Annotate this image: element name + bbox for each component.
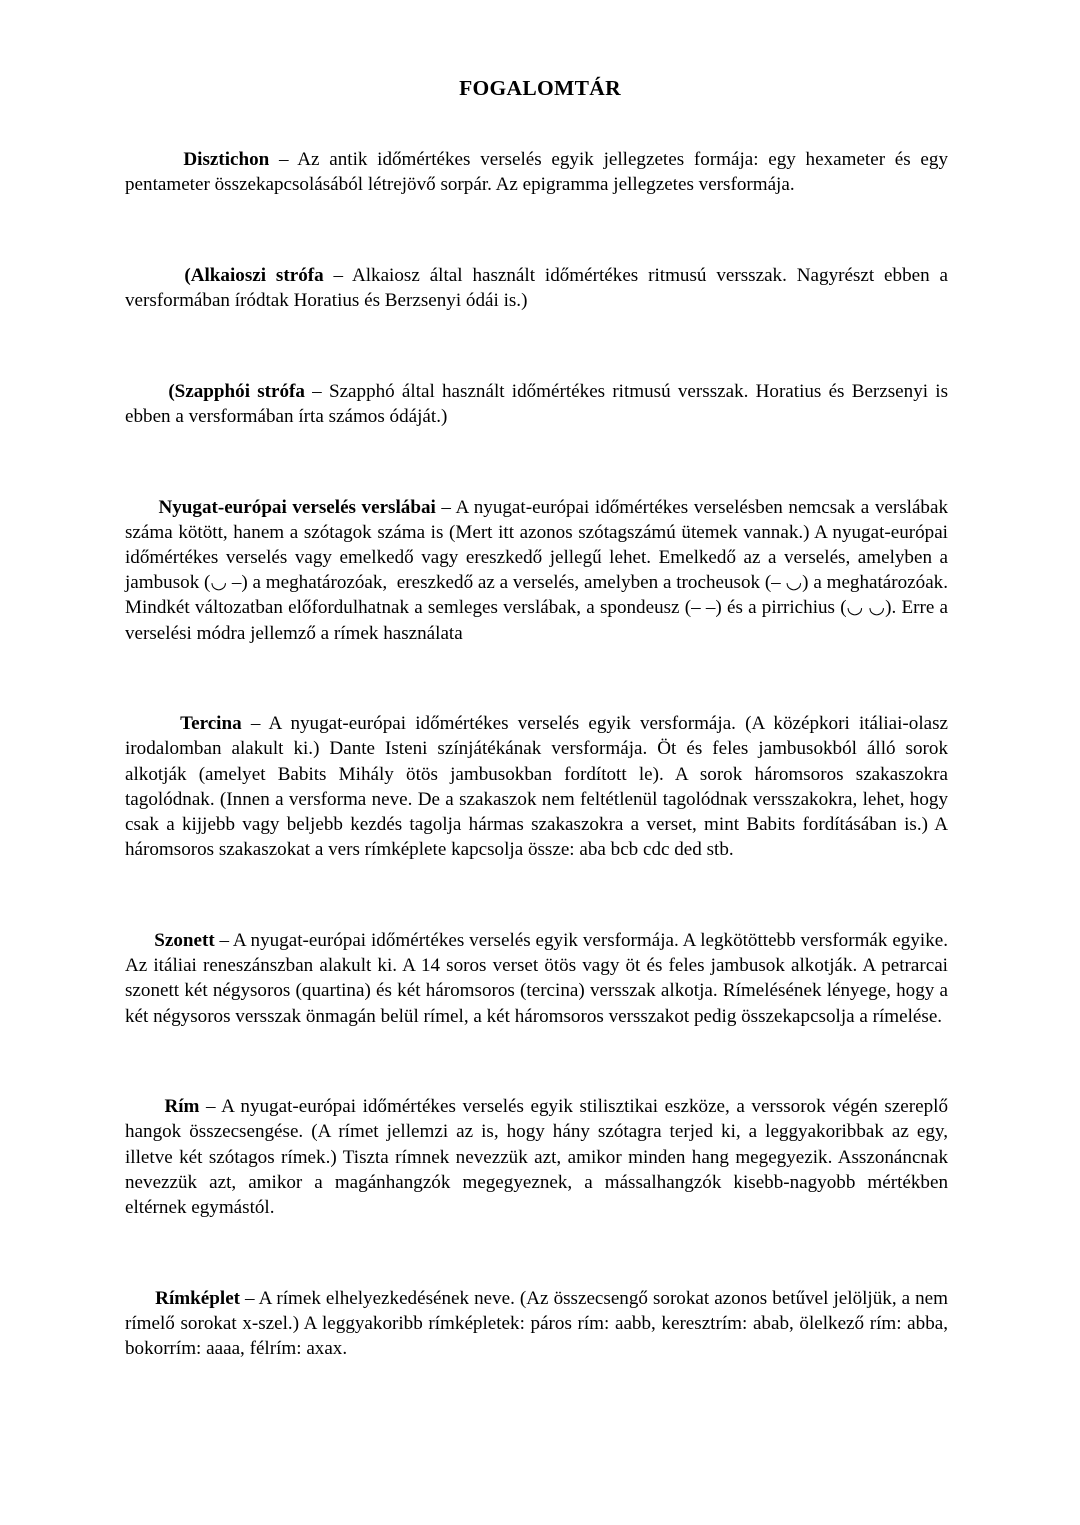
entry-definition: A nyugat-európai időmértékes verselés egyik versformája. (A középkori itáliai-olasz irodalomban alakult ki.) Dante Isteni színjátékának versformája. Öt és feles jambusokból álló sorok alkotják (amelyet Babits Mihály ötös jambusokban fordított le). A sorok háromsoros szakaszokra tagolódnak. (Innen a versforma neve. De a szakaszok nem feltétlenül tagolódnak versszakokra, lehet, hogy csak a kijjebb vagy beljebb kezdés tagolja hármas szakaszokra a verset, mint Babits fordításában is.) A háromsoros szakaszokat a vers rímképlete kapcsolja össze: aba bcb cdc ded stb. (125, 713, 953, 861)
entry-term: (Alkaioszi strófa (184, 265, 324, 287)
entry-definition: A rímek elhelyezkedésének neve. (Az összecsengő sorokat azonos betűvel jelöljük, a nem rímelő sorokat x-szel.) A leggyakoribb rímképletek: páros rím: aabb, keresztrím: abab, ölelkező rím: abba, bokorrím: aaaa, félrím: axax. (125, 1287, 953, 1359)
entry-definition: A nyugat-európai időmértékes verselés egyik stilisztikai eszköze, a verssorok végén szereplő hangok összecsengése. (A rímet jellemzi az is, hogy hány szótagra terjed ki, a leggyakoribbak az egy, illetve két szótagos rímek.) Tiszta rímnek nevezzük azt, amikor minden hang megegyezik. Asszonáncnak nevezzük azt, amikor a magánhangzók megegyeznek, a mássalhangzók kisebb-nagyobb mértékben eltérnek egymástól. (125, 1096, 953, 1218)
glossary-entry (125, 354, 953, 455)
entry-term: Rím (164, 1096, 200, 1118)
entry-term: Tercina (180, 713, 242, 735)
entry-definition: Szapphó által használt időmértékes ritmusú versszak. Horatius és Berzsenyi is ebben a versformában írta számos ódáját.) (125, 380, 953, 428)
entry-separator: – (240, 1287, 259, 1309)
entry-separator: – (269, 149, 298, 171)
entry-separator: – (214, 929, 233, 951)
glossary-entry (125, 238, 953, 339)
glossary-entry (125, 1260, 953, 1386)
entry-term: Nyugat-európai verselés verslábai (158, 496, 436, 518)
glossary-entry (125, 903, 953, 1054)
entry-definition: Alkaiosz által használt időmértékes ritmusú versszak. Nagyrészt ebben a versformában íródtak Horatius és Berzsenyi ódái is.) (125, 265, 953, 312)
glossary-entries (125, 122, 953, 1386)
glossary-entry (125, 686, 953, 888)
entry-term: Rímképlet (155, 1287, 241, 1309)
glossary-entry (125, 469, 953, 671)
entry-definition: A nyugat-európai időmértékes verselésben nemcsak a verslábak száma kötött, hanem a szótagok száma is (Mert itt azonos szótagszámú ütemek vannak.) A nyugat-európai időmértékes verselés vagy emelkedő vagy ereszkedő jellegű lehet. Emelkedő az a verselés, amelyben a jambusok (◡ –) a meghatározóak, ereszkedő az a verselés, amelyben a trocheusok (– ◡) a meghatározóak. Mindkét változatban előfordulhatnak a semleges verslábak, a spondeusz (– –) és a pirrichius (◡ ◡). Erre a verselési módra jellemző a rímek használata (125, 496, 953, 644)
page-title: FOGALOMTÁR (459, 76, 621, 101)
entry-separator: – (199, 1096, 222, 1118)
entry-separator: – (304, 380, 329, 402)
entry-definition: A nyugat-európai időmértékes verselés egyik versformája. A legkötöttebb versformák egyike. Az itáliai reneszánszban alakult ki. A 14 soros verset ötös vagy öt és feles jambusok alkotják. A petrarcai szonett két négysoros (quartina) és két háromsoros (tercina) versszak alkotja. Rímelésének lényege, hogy a két négysoros versszak önmagán belül rímel, a két háromsoros versszakot pedig összekapcsolja a rímelése. (125, 929, 953, 1027)
entry-definition: Az antik időmértékes verselés egyik jellegzetes formája: egy hexameter és egy pentameter összekapcsolásából létrejövő sorpár. Az epigramma jellegzetes versformája. (125, 149, 953, 196)
entry-separator: – (241, 713, 269, 735)
entry-term: Szonett (154, 929, 215, 951)
entry-term: (Szapphói strófa (168, 380, 305, 402)
glossary-entry (125, 122, 953, 223)
entry-separator: – (435, 496, 456, 518)
glossary-entry (125, 1069, 953, 1245)
entry-separator: – (323, 265, 352, 287)
entry-term: Disztichon (183, 149, 270, 171)
